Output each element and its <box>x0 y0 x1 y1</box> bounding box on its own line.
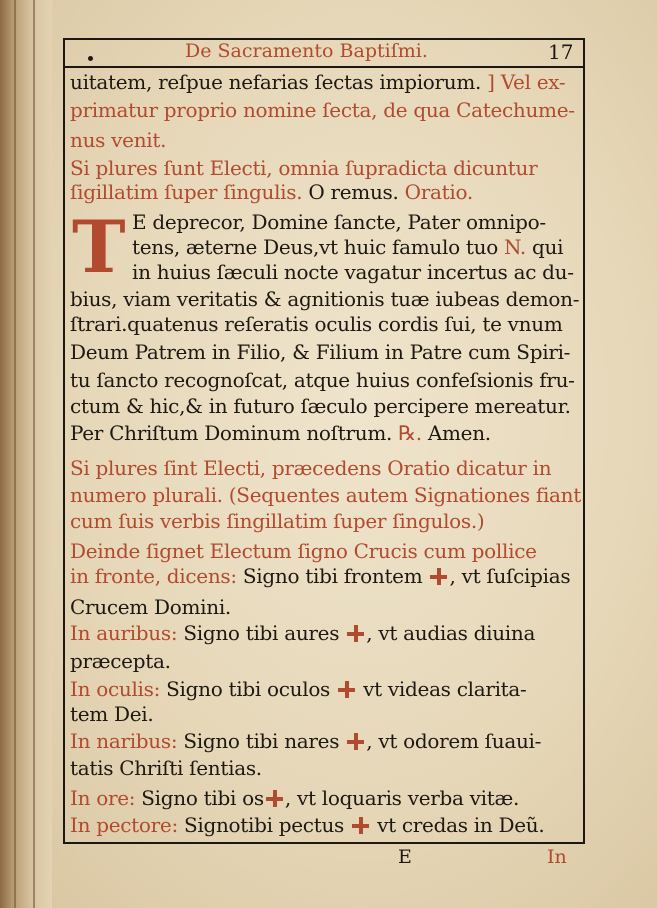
rubric-text: in fronte, dicens: <box>70 564 243 588</box>
body-text-span: Deum Patrem in Filio, & Filium in Patre cum Spiri- <box>70 340 571 364</box>
body-text-span: tens, æterne Deus,vt huic famulo tuo <box>132 235 505 259</box>
body-text-span: , vt audias diuina <box>366 621 536 645</box>
body-text-span: in huius ſæculi nocte vagatur incertus ac du- <box>132 260 574 284</box>
text-line <box>70 158 575 178</box>
rubric-text: nus venit. <box>70 128 167 152</box>
body-text-span: præcepta. <box>70 649 171 673</box>
text-line <box>70 541 575 561</box>
body-text-span: Crucem Domini. <box>70 595 231 619</box>
cross-icon <box>338 681 355 698</box>
rubric-text: In naribus: <box>70 729 184 753</box>
rubric-text: N. <box>504 235 526 259</box>
text-line <box>70 314 575 334</box>
body-text-span: Signo tibi nares <box>183 729 346 753</box>
body-text-span: , vt ſuſcipias <box>449 564 571 588</box>
drop-cap-letter: T <box>72 204 126 289</box>
body-text-span: tu ſancto recognoſcat, atque huius confeſsionis fru- <box>70 368 575 392</box>
gutter-edge-line <box>14 0 16 908</box>
text-line <box>132 212 637 232</box>
text-line <box>70 370 575 390</box>
rubric-text: ] Vel ex- <box>487 70 566 94</box>
text-line <box>70 182 575 202</box>
body-text-span: vt credas in Deũ. <box>371 813 545 837</box>
header-rule <box>63 66 583 68</box>
text-line <box>70 423 575 443</box>
text-line <box>70 458 575 478</box>
text-line <box>70 758 575 778</box>
gutter-edge-line <box>33 0 35 908</box>
body-text-span: ctum & hic,& in futuro ſæculo percipere mereatur. <box>70 394 571 418</box>
body-text-span: ſtrari.quatenus reſeratis oculis cordis ſui, te vnum <box>70 312 563 336</box>
page-number: 17 <box>548 40 574 64</box>
text-line <box>70 815 575 835</box>
rubric-text: Oratio. <box>404 180 473 204</box>
body-text-span: Signo tibi aures <box>183 621 346 645</box>
rubric-text: In auribus: <box>70 621 184 645</box>
text-line <box>132 237 637 257</box>
text-line <box>70 72 575 92</box>
text-line <box>70 130 575 150</box>
body-text-span: vt videas clarita- <box>357 677 527 701</box>
body-text-span: , vt odorem ſuaui- <box>366 729 542 753</box>
signature-mark: E <box>398 846 412 868</box>
text-line <box>70 100 575 120</box>
text-line <box>70 651 575 671</box>
text-line <box>70 483 581 507</box>
text-line <box>70 287 580 311</box>
rubric-text: In pectore: <box>70 813 184 837</box>
rubric-text: Deinde ſignet Electum ſigno Crucis cum pollice <box>70 539 537 563</box>
text-line <box>70 731 575 751</box>
body-text-span: uitatem, reſpue nefarias ſectas impiorum. <box>70 70 488 94</box>
body-text-span: O remus. <box>308 180 405 204</box>
body-text-span: Amen. <box>421 421 491 445</box>
text-line <box>70 511 575 531</box>
text-line <box>70 566 575 586</box>
text-line <box>132 262 637 282</box>
body-text-span: qui <box>526 235 564 259</box>
text-line <box>70 597 575 617</box>
running-header-title: De Sacramento Baptiſmi. <box>185 40 428 62</box>
rubric-text: primatur proprio nomine ſecta, de qua Catechume- <box>70 98 575 122</box>
book-gutter <box>0 0 52 908</box>
rubric-text: In oculis: <box>70 677 167 701</box>
body-text-span: tatis Chriſti ſentias. <box>70 756 262 780</box>
text-line <box>70 704 575 724</box>
body-text-span: Signo tibi frontem <box>242 564 429 588</box>
text-line <box>70 396 575 416</box>
rubric-text: Si plures ſint Electi, præcedens Oratio dicatur in <box>70 456 552 480</box>
body-text-span: , vt loquaris verba vitæ. <box>284 786 520 810</box>
body-text-span: Signo tibi os <box>141 786 264 810</box>
body-text-span: bius, viam veritatis & agnitionis tuæ iubeas demon- <box>70 287 580 311</box>
cross-icon <box>347 733 364 750</box>
body-text-span: Per Chriſtum Dominum noſtrum. <box>70 421 399 445</box>
cross-icon <box>352 817 369 834</box>
body-text-span: E deprecor, Domine ſancte, Pater omnipo- <box>132 210 546 234</box>
text-line <box>70 788 575 808</box>
rubric-text: ℞. <box>398 421 422 445</box>
body-text-span: tem Dei. <box>70 702 154 726</box>
body-text-span: Signo tibi oculos <box>166 677 337 701</box>
body-text-span: Signotibi pectus <box>183 813 351 837</box>
text-line <box>70 623 575 643</box>
rubric-text: In ore: <box>70 786 142 810</box>
catchword: In <box>547 846 567 868</box>
cross-icon <box>430 568 447 585</box>
cross-icon <box>266 790 283 807</box>
header-ornament-dot <box>88 56 93 61</box>
rubric-text: Si plures ſunt Electi, omnia ſupradicta dicuntur <box>70 156 538 180</box>
text-line <box>70 342 575 362</box>
rubric-text: ſigillatim ſuper ſingulis. <box>70 180 309 204</box>
rubric-text: cum ſuis verbis ſingillatim ſuper ſingulos.) <box>70 509 485 533</box>
rubric-text: numero plurali. (Sequentes autem Signationes fiant <box>70 483 581 507</box>
cross-icon <box>347 625 364 642</box>
text-line <box>70 679 575 699</box>
